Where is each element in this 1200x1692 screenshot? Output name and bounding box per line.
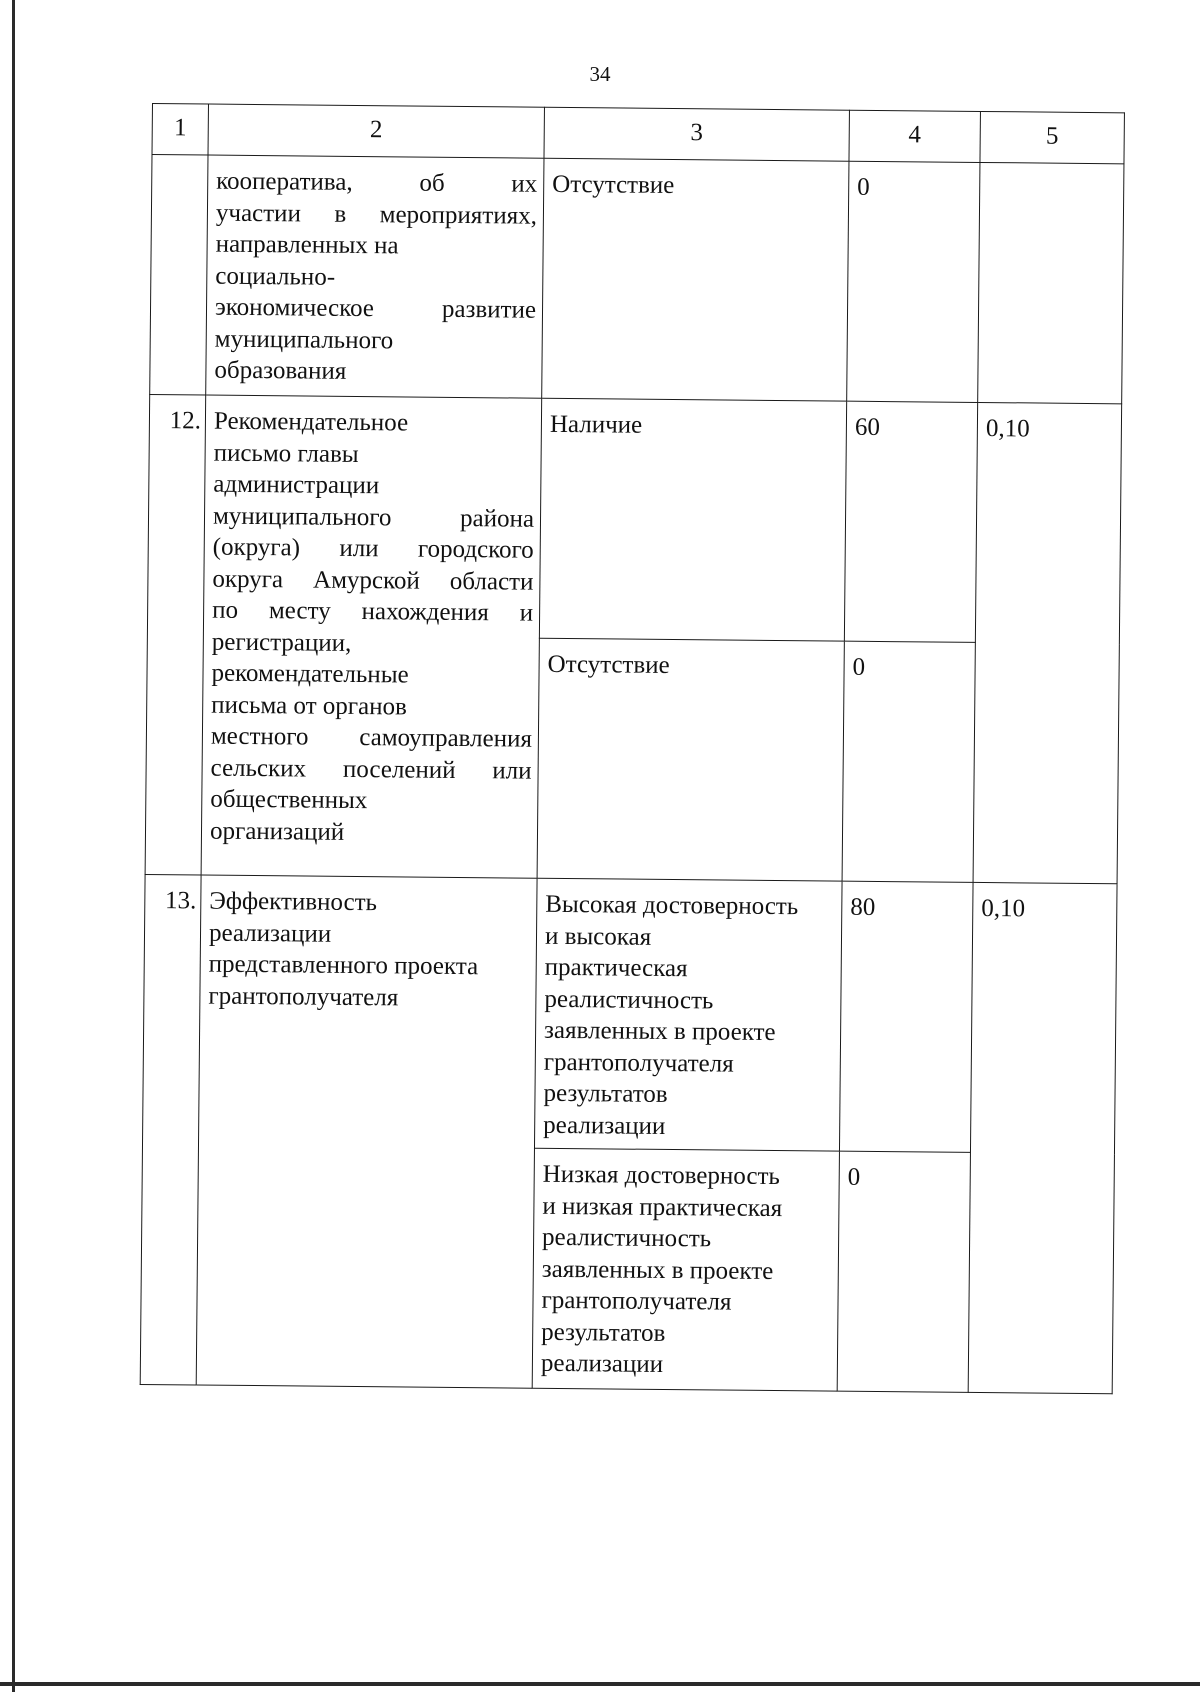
option-score: 60 (844, 401, 977, 642)
criterion-text: кооператива, об их участии в мероприятиях, направленных на социально- экономическое развитие муниципального образования (206, 155, 544, 398)
weight-value: 0,10 (968, 882, 1117, 1393)
table-row-continuation (150, 155, 1124, 404)
table-row-12 (147, 394, 1121, 643)
scan-edge-left (12, 0, 15, 1692)
header-col-3: 3 (544, 107, 849, 161)
scan-edge-bottom (0, 1682, 1200, 1686)
option-text: Отсутствие (542, 158, 849, 401)
weight-empty (978, 162, 1124, 403)
table-header-row (152, 104, 1124, 164)
option-text: Низкая достоверность и низкая практическая реалистичность заявленных в проекте грантополучателя результатов реализации (532, 1148, 839, 1391)
option-text: Наличие (539, 398, 846, 641)
option-score: 0 (842, 641, 975, 882)
criterion-text: Рекомендательное письмо главы администрации муниципального района (округа) или городского округа Амурской области по месту нахождения и регистрации, рекомендательные письма от органов местного самоуправления сельских поселений или общественных организаций (201, 395, 542, 878)
option-text: Отсутствие (537, 638, 844, 881)
option-score: 0 (847, 161, 980, 402)
weight-value: 0,10 (973, 402, 1122, 883)
row-number: 13. (140, 874, 201, 1385)
criterion-text: Эффективность реализации представленного проекта грантополучателя (196, 875, 537, 1388)
row-number: 12. (145, 394, 206, 875)
criteria-table (140, 103, 1125, 1394)
header-col-2: 2 (208, 104, 544, 158)
header-col-5: 5 (980, 111, 1124, 163)
header-col-4: 4 (849, 110, 980, 162)
option-score: 0 (837, 1151, 970, 1392)
header-col-1: 1 (152, 104, 208, 156)
option-score: 80 (839, 881, 973, 1152)
table-row-13 (143, 874, 1118, 1153)
page-number: 34 (589, 62, 611, 86)
option-text: Высокая достоверность и высокая практическая реалистичность заявленных в проекте грантополучателя результатов реализации (534, 878, 842, 1151)
row-number-empty (150, 155, 208, 396)
